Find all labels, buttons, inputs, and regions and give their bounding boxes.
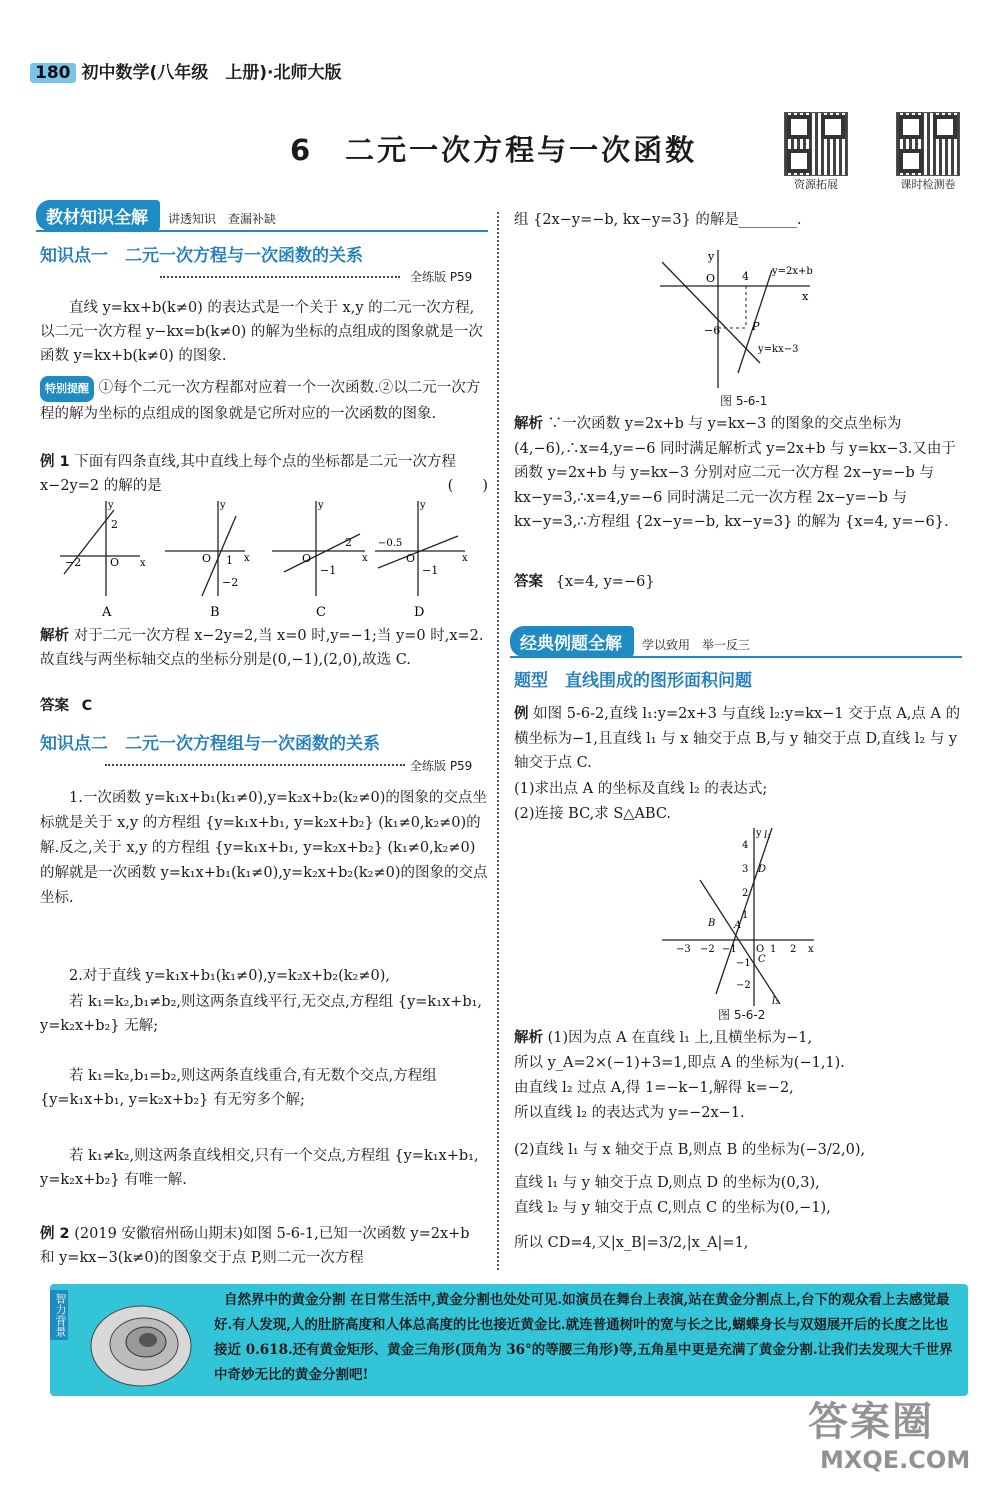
analysis-label: 解析 (514, 416, 543, 432)
svg-text:y: y (756, 828, 762, 839)
section-band-textbook (36, 200, 488, 232)
qr-code-icon (896, 112, 960, 176)
shell-illustration-icon (86, 1294, 196, 1388)
svg-text:1: 1 (770, 944, 777, 955)
analysis-label: 解析 (514, 1030, 543, 1046)
svg-text:−3: −3 (676, 944, 691, 955)
svg-text:y=2x+b: y=2x+b (772, 266, 813, 277)
page-header (30, 58, 342, 83)
svg-text:A: A (734, 920, 742, 931)
svg-text:B: B (708, 918, 716, 929)
question-2: (2)连接 BC,求 S△ABC. (514, 806, 672, 822)
svg-text:x: x (802, 290, 809, 303)
kp1-title: 知识点一 二元一次方程与一次函数的关系 (40, 246, 363, 266)
analysis-line-7: 直线 l₂ 与 y 轴交于点 C,则点 C 的坐标为(0,−1), (514, 1200, 831, 1216)
graph-a (60, 500, 146, 620)
svg-text:y=kx−3: y=kx−3 (758, 344, 799, 355)
type-analysis (514, 1026, 964, 1256)
example-text: 下面有四条直线,其中直线上每个点的坐标都是二元一次方程 x−2y=2 的解的是 (40, 454, 456, 494)
kp2-text-5: 若 k₁≠k₂,则这两条直线相交,只有一个交点,方程组 {y=k₁x+b₁, y=k₂x+b₂} 有唯一解. (40, 1148, 479, 1188)
svg-text:l₂: l₂ (772, 996, 780, 1007)
watermark-site: MXQE.COM (820, 1446, 971, 1474)
qr-code-icon (784, 112, 848, 176)
svg-text:x: x (140, 558, 146, 569)
analysis-line-2: 所以 y_A=2×(−1)+3=1,即点 A 的坐标为(−1,1). (514, 1055, 845, 1071)
svg-text:−2: −2 (736, 980, 751, 991)
type-title: 题型 直线围成的图形面积问题 (514, 671, 752, 691)
book-title: 初中数学(八年级 上册)·北师大版 (81, 63, 342, 83)
svg-text:−1: −1 (422, 564, 439, 577)
kp2-text-2: 2.对于直线 y=k₁x+b₁(k₁≠0),y=k₂x+b₂(k₂≠0), (69, 968, 390, 984)
graph-c (272, 500, 368, 620)
section-label: 教材知识全解 (36, 200, 160, 231)
svg-text:1: 1 (742, 910, 749, 921)
section-sub: 讲透知识 查漏补缺 (168, 212, 277, 226)
fig-caption-5-6-2: 图 5-6-2 (718, 1008, 766, 1022)
divider (160, 276, 400, 278)
qr-code-quiz[interactable] (888, 112, 968, 192)
answer-paren: ( ) (447, 478, 488, 494)
example2-cont: 组 {2x−y=−b, kx−y=3} 的解是________. (514, 212, 802, 228)
svg-text:2: 2 (790, 944, 797, 955)
example2-answer (514, 570, 655, 594)
svg-text:O: O (706, 272, 716, 285)
svg-text:4: 4 (742, 270, 749, 283)
footer-title: 自然界中的黄金分割 (224, 1292, 346, 1308)
kp2-text-1: 1.一次函数 y=k₁x+b₁(k₁≠0),y=k₂x+b₂(k₂≠0)的图象的交点坐标就是关于 x,y 的方程组 {y=k₁x+b₁, y=k₂x+b₂} (k₁≠0,k₂≠0)的解.反之,关于 x,y 的方程组 {y=k₁x+b₁, y=k₂x+b₂} (k₁≠0,k₂≠0)的解就是一次函数 y=k₁x+b₁(k₁≠0),y=k₂x+b₂(k₂≠0)的图象的交点坐标. (40, 790, 488, 906)
svg-text:x: x (362, 553, 368, 564)
svg-text:O: O (302, 552, 312, 565)
svg-text:2: 2 (345, 536, 352, 549)
graph-label-b: B (210, 605, 220, 620)
kp2-text-3: 若 k₁=k₂,b₁≠b₂,则这两条直线平行,无交点,方程组 {y=k₁x+b₁, y=k₂x+b₂} 无解; (40, 994, 483, 1034)
kp1-tip (40, 376, 488, 426)
analysis-line-1: (1)因为点 A 在直线 l₁ 上,且横坐标为−1, (547, 1030, 813, 1046)
svg-text:2: 2 (111, 518, 118, 531)
section-sub: 学以致用 举一反三 (642, 638, 751, 652)
example-text: 如图 5-6-2,直线 l₁:y=2x+3 与直线 l₂:y=kx−1 交于点 A,点 A 的横坐标为−1,且直线 l₁ 与 x 轴交于点 B,与 y 轴交于点 D,直线 l₂ 与 y 轴交于点 C. (514, 706, 961, 771)
svg-text:P: P (752, 320, 760, 333)
example-label: 例 2 (40, 1226, 70, 1242)
svg-text:y: y (708, 250, 715, 263)
graph-label-a: A (102, 605, 112, 620)
analysis-text: ∵一次函数 y=2x+b 与 y=kx−3 的图象的交点坐标为(4,−6),∴x=4,y=−6 同时满足解析式 y=2x+b 与 y=kx−3.又由于函数 y=2x+b 与 y=kx−3 分别对应二元一次方程 2x−y=−b 与 kx−y=3,∴x=4,y=−6 同时满足二元一次方程 2x−y=−b 与 kx−y=3,∴方程组 {2x−y=−b, kx−y=3} 的解为 {x=4, y=−6}. (514, 416, 956, 530)
section-title: 6 二元一次方程与一次函数 (290, 133, 698, 167)
answer-label: 答案 (40, 698, 69, 714)
kp2-text-4: 若 k₁=k₂,b₁=b₂,则这两条直线重合,有无数个交点,方程组 {y=k₁x+b₁, y=k₂x+b₂} 有无穷多个解; (40, 1068, 437, 1108)
svg-text:−2: −2 (222, 576, 239, 589)
fig-caption-5-6-1: 图 5-6-1 (720, 394, 768, 408)
kp1-ref: 全练版 P59 (410, 270, 473, 284)
svg-text:O: O (756, 944, 765, 955)
example-text: (2019 安徽宿州砀山期末)如图 5-6-1,已知一次函数 y=2x+b 和 y=kx−3(k≠0)的图象交于点 P,则二元一次方程 (40, 1226, 470, 1266)
page-number: 180 (30, 63, 76, 83)
footer-body: 在日常生活中,黄金分割也处处可见.如演员在舞台上表演,站在黄金分割点上,台下的观众看上去感觉最好.有人发现,人的肚脐高度和人体总高度的比也接近黄金比.就连普通树叶的宽与长之比,蝴蝶身长与双翅展开后的长度之比也接近 0.618.还有黄金矩形、黄金三角形(顶角为 36°的等腰三角形)等,五角星中更是充满了黄金分割.让我们去发现大千世界中奇妙无比的黄金分割吧! (214, 1292, 953, 1383)
graph-b (165, 500, 250, 620)
analysis-line-3: 由直线 l₂ 过点 A,得 1=−k−1,解得 k=−2, (514, 1080, 794, 1096)
question-1: (1)求出点 A 的坐标及直线 l₂ 的表达式; (514, 781, 768, 797)
kp2-ref: 全练版 P59 (410, 759, 473, 773)
qr-caption: 课时检测卷 (900, 178, 956, 191)
analysis-line-4: 所以直线 l₂ 的表达式为 y=−2x−1. (514, 1105, 745, 1121)
divider (105, 764, 405, 766)
svg-text:−1: −1 (320, 564, 337, 577)
svg-text:3: 3 (742, 864, 749, 875)
graph-label-d: D (414, 605, 425, 620)
svg-text:−1: −1 (736, 958, 751, 969)
graph-d (375, 500, 468, 620)
watermark-logo: 答案圈 (808, 1399, 934, 1445)
example-label: 例 1 (40, 454, 70, 470)
qr-caption: 资源拓展 (794, 178, 838, 191)
svg-text:O: O (202, 552, 212, 565)
footer-text (214, 1288, 959, 1388)
answer-value: C (81, 698, 93, 714)
answer-label: 答案 (514, 574, 543, 590)
svg-text:1: 1 (226, 554, 233, 567)
svg-text:y: y (318, 500, 324, 511)
section-band-examples (510, 626, 962, 658)
footer-side-tag: 智力背景 (50, 1290, 68, 1340)
svg-text:−2: −2 (65, 556, 82, 569)
analysis-line-8: 所以 CD=4,又|x_B|=3/2,|x_A|=1, (514, 1235, 749, 1251)
tip-text: ①每个二元一次方程都对应着一个一次函数.②以二元一次方程的解为坐标的点组成的图象就是它所对应的一次函数的图象. (40, 380, 481, 422)
column-divider (497, 212, 499, 1270)
tip-tag: 特别提醒 (40, 376, 94, 402)
svg-text:y: y (220, 500, 226, 511)
svg-text:−2: −2 (700, 944, 715, 955)
svg-text:x: x (462, 553, 468, 564)
kp2-title: 知识点二 二元一次方程组与一次函数的关系 (40, 734, 380, 754)
example-label: 例 (514, 706, 529, 722)
qr-code-resources[interactable] (776, 112, 856, 192)
svg-text:−0.5: −0.5 (378, 538, 403, 549)
example2 (40, 1222, 488, 1270)
svg-text:−1: −1 (722, 944, 737, 955)
analysis-line-5: (2)直线 l₁ 与 x 轴交于点 B,则点 B 的坐标为(−3/2,0), (514, 1142, 866, 1158)
svg-text:D: D (758, 864, 767, 875)
example1 (40, 450, 488, 498)
svg-text:O: O (406, 552, 416, 565)
footer-box (50, 1284, 968, 1396)
svg-text:y: y (420, 500, 426, 511)
analysis-line-6: 直线 l₁ 与 y 轴交于点 D,则点 D 的坐标为(0,3), (514, 1175, 820, 1191)
example1-graphs (40, 496, 490, 626)
type-example (514, 702, 964, 776)
analysis-text: 对于二元一次方程 x−2y=2,当 x=0 时,y=−1;当 y=0 时,x=2.故直线与两坐标轴交点的坐标分别是(0,−1),(2,0),故选 C. (40, 628, 484, 668)
svg-text:O: O (110, 556, 120, 569)
svg-text:−6: −6 (704, 324, 721, 337)
svg-text:x: x (244, 553, 250, 564)
svg-text:4: 4 (742, 840, 749, 851)
example2-analysis (514, 412, 964, 535)
graph-label-c: C (316, 605, 326, 620)
example1-answer (40, 694, 92, 718)
answer-value: {x=4, y=−6} (555, 574, 655, 590)
svg-text:l₁: l₁ (764, 830, 772, 841)
analysis-label: 解析 (40, 628, 69, 644)
example1-analysis (40, 624, 488, 672)
kp1-text: 直线 y=kx+b(k≠0) 的表达式是一个关于 x,y 的二元一次方程,以二元一次方程 y−kx=b(k≠0) 的解为坐标的点组成的图象就是一次函数 y=kx+b(k≠0) 的图象. (40, 300, 483, 364)
section-label: 经典例题全解 (510, 626, 634, 657)
svg-text:C: C (758, 954, 766, 965)
figure-5-6-1 (650, 248, 830, 398)
svg-text:2: 2 (742, 888, 749, 899)
svg-text:x: x (808, 944, 814, 955)
figure-5-6-2 (656, 826, 826, 1012)
svg-text:y: y (108, 500, 114, 511)
